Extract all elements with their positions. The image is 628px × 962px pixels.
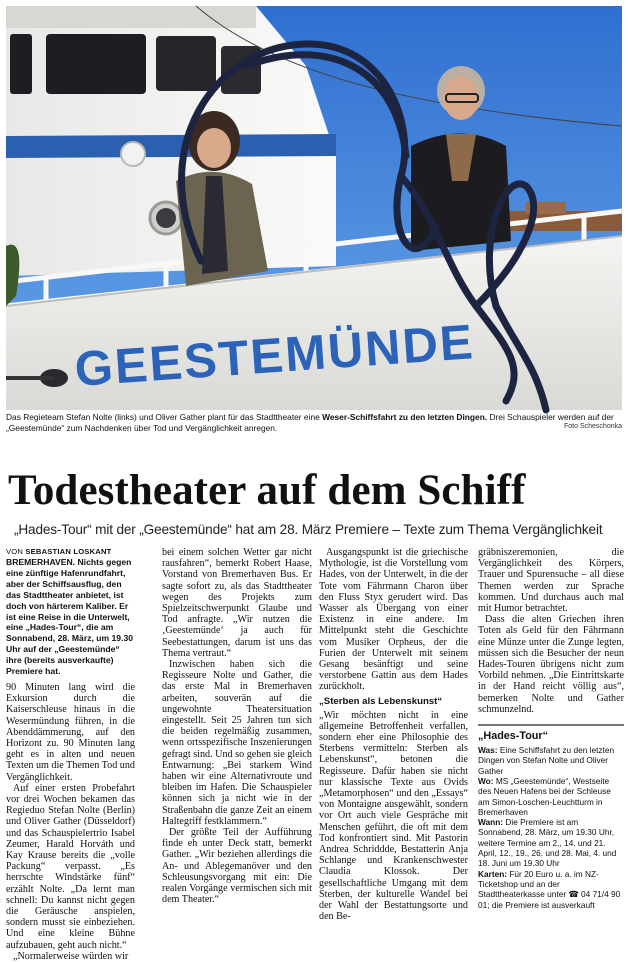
photo-credit: Foto Scheschonka — [564, 423, 622, 430]
info-value: MS „Geestemünde“, Westseite des Neuen Hafens bei der Schleuse am Simon-Loschen-Leuchtturm in Bremerhaven — [478, 775, 611, 817]
article-column-2 — [162, 547, 312, 919]
paragraph: „Wir möchten nicht in eine allgemeine Betroffenheit verfallen, sondern eher eine Philosophie des Sterbens vermitteln: Sterben als Lebenskunst“, betonen die Regisseure. Dafür haben sie nicht nur klassische Texte aus Ovids „Metamorphosen“ und den „Essays“ von Montaigne ausgewählt, sondern vor Ort auch viele Gespräche mit Menschen geführt, die oft mit dem Tod konfrontiert sind. Mit Pastorin Andrea Schriddde, Bestatterin Anja Schlange und Krankenschwester Claudia Klossok. Der gesellschaftliche Umgang mit dem Sterben, der kulturelle Wandel bei der Wahl der Bestattungsorte und den Be- — [319, 709, 468, 923]
photo-caption — [6, 412, 622, 433]
paragraph: Inzwischen haben sich die Regisseure Nolte und Gather, die das erste Mal in Bremerhaven arbeiten, souverän auf die ungewohnte Theatersituation eingestellt. Seit 25 Jahren tun sich die beiden regelmäßig zusammen, wenn ortsspezifische Inszenierungen gefragt sind. Und so gehen sie gleich Entwarnung: „Bei starkem Wind haben wir eine Alternativroute und bleiben im Hafen. Die Schauspieler können sich ja nicht wie in der Straßenbahn die ganze Zeit an einem Haltegriff festklammern.“ — [162, 659, 312, 827]
byline-author: SEBASTIAN LOSKANT — [25, 547, 112, 556]
paragraph: 90 Minuten lang wird die Exkursion durch die Kaiserschleuse hinaus in die Wesermündung führen, in die Abenddämmerung, auf den Horizont zu. 90 Minuten lang geht es in alten und neuen Texten um die Themen Tod und Vergänglichkeit. — [6, 681, 135, 783]
section-subtitle: „Sterben als Lebenskunst“ — [319, 695, 443, 707]
paragraph: bei einem solchen Wetter gar nicht rausfahren“, bemerkt Robert Haase, Vorstand von Bremerhaven Bus. Er sagte sofort zu, als das Stadttheater wegen des Projekts zum Spielzeitschwerpunkt Glaube und Tod anfragte. „Wir nutzen die ‚Geestemünde‘ ja auch für Seebestattungen, darum ist uns das Thema vertraut.“ — [162, 547, 312, 659]
byline — [6, 547, 135, 557]
info-label: Wann: — [478, 817, 504, 828]
ship-name-text: GEESTEMÜNDE — [73, 315, 477, 397]
paragraph: „Normalerweise würden wir — [13, 950, 129, 962]
intro-text: Nichts gegen eine zünftige Hafenrundfahrt, aber der Schiffsausflug, den das Stadttheater anbietet, ist doch von härterem Kaliber. Er ist eine Reise in die Unterwelt, eine „Hades-Tour“, die am Sonnabend, 28. März, um 19.30 Uhr auf der „Geestemünde“ ihre (bereits ausverkaufte) Premiere hat. — [6, 557, 134, 677]
byline-prefix: VON — [6, 547, 24, 556]
info-value: Die Premiere ist am Sonnabend, 28. März, um 19.30 Uhr, weitere Termine am 2., 14. und 21. April, 12., 19., 26. und 28. Mai, 4. und 18. Juni um 19.30 Uhr — [478, 817, 617, 869]
info-box — [478, 724, 624, 910]
caption-text-end: Drei Schauspieler werden auf der „Geestemünde“ zum Nachdenken über Tod und Vergänglichkeit anregen. — [6, 412, 614, 433]
paragraph: Ausgangspunkt ist die griechische Mythologie, ist die Vorstellung vom Hades, von der Unterwelt, in die der Tote vom Fährmann Charon über den Fluss Styx gerudert wird. Das Wasser als Übergang von einer Existenz in eine andere. Im Mittelpunkt steht die Geschichte vom Musiker Orpheus, der die Furien der Unterwelt mit seinem Gesang besänftigt und seine verstorbene Gattin aus dem Hades zurückholt. — [319, 547, 468, 693]
info-value: Für 20 Euro u. a. im NZ-Ticketshop und an der Stadttheaterkasse unter ☎ 04 71/4 90 01; die Premiere ist ausverkauft — [478, 868, 621, 910]
article-column-4 — [478, 547, 624, 919]
info-label: Karten: — [478, 868, 508, 879]
info-wo — [478, 776, 624, 817]
article-photo — [6, 6, 622, 410]
article-column-3 — [319, 547, 468, 923]
article-column-1 — [6, 547, 135, 962]
info-was — [478, 745, 624, 776]
paragraph: Der größte Teil der Aufführung finde eh unter Deck statt, bemerkt Gather. „Wir beziehen allerdings die An- und Ablegemanöver und den Schleusungsvorgang mit ein: Die realen Vorgänge vermischen sich mit dem Theater.“ — [162, 827, 312, 906]
caption-bold-text: Weser-Schiffsfahrt zu den letzten Dingen. — [322, 412, 488, 422]
info-label: Wo: — [478, 775, 494, 786]
paragraph: gräbniszeremonien, die Vergänglichkeit des Körpers, Trauer und Spurensuche – all diese Themen werden zur Sprache kommen. Und durchaus auch mal mit Humor betrachtet. — [478, 547, 624, 615]
info-wann — [478, 817, 624, 868]
dateline: BREMERHAVEN. — [6, 557, 76, 567]
article-intro — [6, 557, 135, 677]
info-karten — [478, 869, 624, 910]
ship-photo-illustration — [6, 6, 622, 410]
paragraph: Auf einer ersten Probefahrt vor drei Wochen bekamen das Regieduo Stefan Nolte (Berlin) und Oliver Gather (Düsseldorf) und das Schauspielertrio Isabel Zeumer, Harald Horváth und Kay Krause bereits die „volle Packung“ verpasst. „Es herrschte Windstärke fünf“ erzählt Nolte. „Da lernt man schnell: Du kannst nicht gegen die Geräusche anspielen, sondern musst sie einbeziehen. Und eine kleine Bühne aufzubauen, geht auch nicht.“ — [6, 782, 135, 951]
caption-text: Das Regieteam Stefan Nolte (links) und Oliver Gather plant für das Stadttheater eine — [6, 412, 323, 422]
info-label: Was: — [478, 745, 498, 756]
info-box-title: „Hades-Tour“ — [478, 730, 548, 743]
article-subhead: „Hades-Tour“ mit der „Geestemünde“ hat am 28. März Premiere – Texte zum Thema Vergänglichkeit — [14, 522, 603, 537]
info-value: Eine Schiffsfahrt zu den letzten Dingen von Stefan Nolte und Oliver Gather — [478, 745, 615, 776]
paragraph: Dass die alten Griechen ihren Toten als Geld für den Fährmann eine Münze unter die Zunge legten, müssen sich die Besucher der neun Hades-Touren übrigens nicht zum Vorbild nehmen. „Die Eintrittskarte in der Hand reicht völlig aus“, bemerken Nolte und Gather schmunzelnd. — [478, 614, 624, 715]
article-headline: Todestheater auf dem Schiff — [8, 467, 526, 514]
